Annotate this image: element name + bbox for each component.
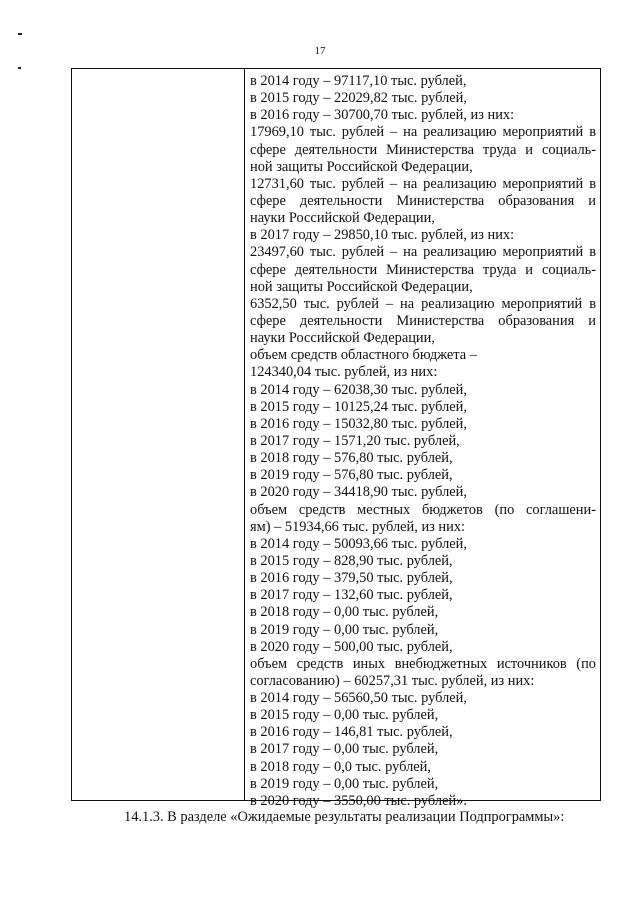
table-text-line: в 2015 году – 0,00 тыс. рублей, <box>250 707 439 724</box>
table-text-line: в 2014 году – 50093,66 тыс. рублей, <box>250 535 467 552</box>
table-text-line: 23497,60 тыс. рублей – на реализацию мероприятий в <box>250 244 596 261</box>
table-text-line: в 2015 году – 828,90 тыс. рублей, <box>250 552 453 569</box>
table-text-line: в 2020 году – 34418,90 тыс. рублей, <box>250 484 467 501</box>
table-text-line: объем средств местных бюджетов (по соглашени- <box>250 501 596 518</box>
table-text-line: в 2020 году – 3550,00 тыс. рублей». <box>250 792 467 809</box>
table-text-line: в 2020 году – 500,00 тыс. рублей, <box>250 638 453 655</box>
table-text-line: в 2014 году – 62038,30 тыс. рублей, <box>250 381 467 398</box>
table-text-line: в 2016 году – 379,50 тыс. рублей, <box>250 570 453 587</box>
table-text-line: согласованию) – 60257,31 тыс. рублей, из них: <box>250 672 535 689</box>
table-text-line: 6352,50 тыс. рублей – на реализацию мероприятий в <box>250 295 596 312</box>
table-text-line: ной защиты Российской Федерации, <box>250 158 473 175</box>
table-text-line: сфере деятельности Министерства труда и социаль- <box>250 141 596 158</box>
table-text-line: науки Российской Федерации, <box>250 210 435 227</box>
table-right-cell <box>250 73 596 810</box>
table-text-line: в 2016 году – 146,81 тыс. рублей, <box>250 724 453 741</box>
table-text-line: науки Российской Федерации, <box>250 330 435 347</box>
table-text-line: в 2014 году – 97117,10 тыс. рублей, <box>250 73 467 89</box>
table-text-line: объем средств областного бюджета – <box>250 347 477 364</box>
table-text-line: 17969,10 тыс. рублей – на реализацию мероприятий в <box>250 124 596 141</box>
table-text-line: ной защиты Российской Федерации, <box>250 278 473 295</box>
table-text-line: ям) – 51934,66 тыс. рублей, из них: <box>250 518 466 535</box>
financing-table <box>71 68 601 809</box>
table-text-line: в 2017 году – 29850,10 тыс. рублей, из них: <box>250 227 515 244</box>
table-text-line: сфере деятельности Министерства образования и <box>250 312 596 329</box>
table-text-line: в 2017 году – 132,60 тыс. рублей, <box>250 587 453 604</box>
table-text-line: объем средств иных внебюджетных источников (по <box>250 655 596 672</box>
table-text-line: в 2015 году – 10125,24 тыс. рублей, <box>250 398 467 415</box>
table-text-line: в 2019 году – 0,00 тыс. рублей, <box>250 775 439 792</box>
section-paragraph: 14.1.3. В разделе «Ожидаемые результаты реализации Подпрограммы»: <box>124 809 565 825</box>
page-number: 17 <box>314 45 326 57</box>
table-text-line: в 2017 году – 0,00 тыс. рублей, <box>250 741 439 758</box>
table-text-line: в 2019 году – 576,80 тыс. рублей, <box>250 467 453 484</box>
table-text-line: в 2018 году – 0,0 тыс. рублей, <box>250 758 431 775</box>
table-text-line: сфере деятельности Министерства образования и <box>250 192 596 209</box>
table-text-line: в 2016 году – 30700,70 тыс. рублей, из них: <box>250 107 515 124</box>
table-text-line: в 2019 году – 0,00 тыс. рублей, <box>250 621 439 638</box>
table-text-line: в 2017 году – 1571,20 тыс. рублей, <box>250 432 460 449</box>
table-text-line: в 2014 году – 56560,50 тыс. рублей, <box>250 690 467 707</box>
table-text-line: 124340,04 тыс. рублей, из них: <box>250 364 438 381</box>
table-text-line: в 2015 году – 22029,82 тыс. рублей, <box>250 90 467 107</box>
table-text-line: 12731,60 тыс. рублей – на реализацию мероприятий в <box>250 175 596 192</box>
table-text-line: в 2018 году – 576,80 тыс. рублей, <box>250 450 453 467</box>
scan-mark-bottom <box>18 67 21 69</box>
table-text-line: в 2018 году – 0,00 тыс. рублей, <box>250 604 439 621</box>
table-text-line: сфере деятельности Министерства труда и социаль- <box>250 261 596 278</box>
table-column-divider <box>244 69 245 800</box>
scan-mark-top <box>18 33 22 35</box>
table-text-line: в 2016 году – 15032,80 тыс. рублей, <box>250 415 467 432</box>
